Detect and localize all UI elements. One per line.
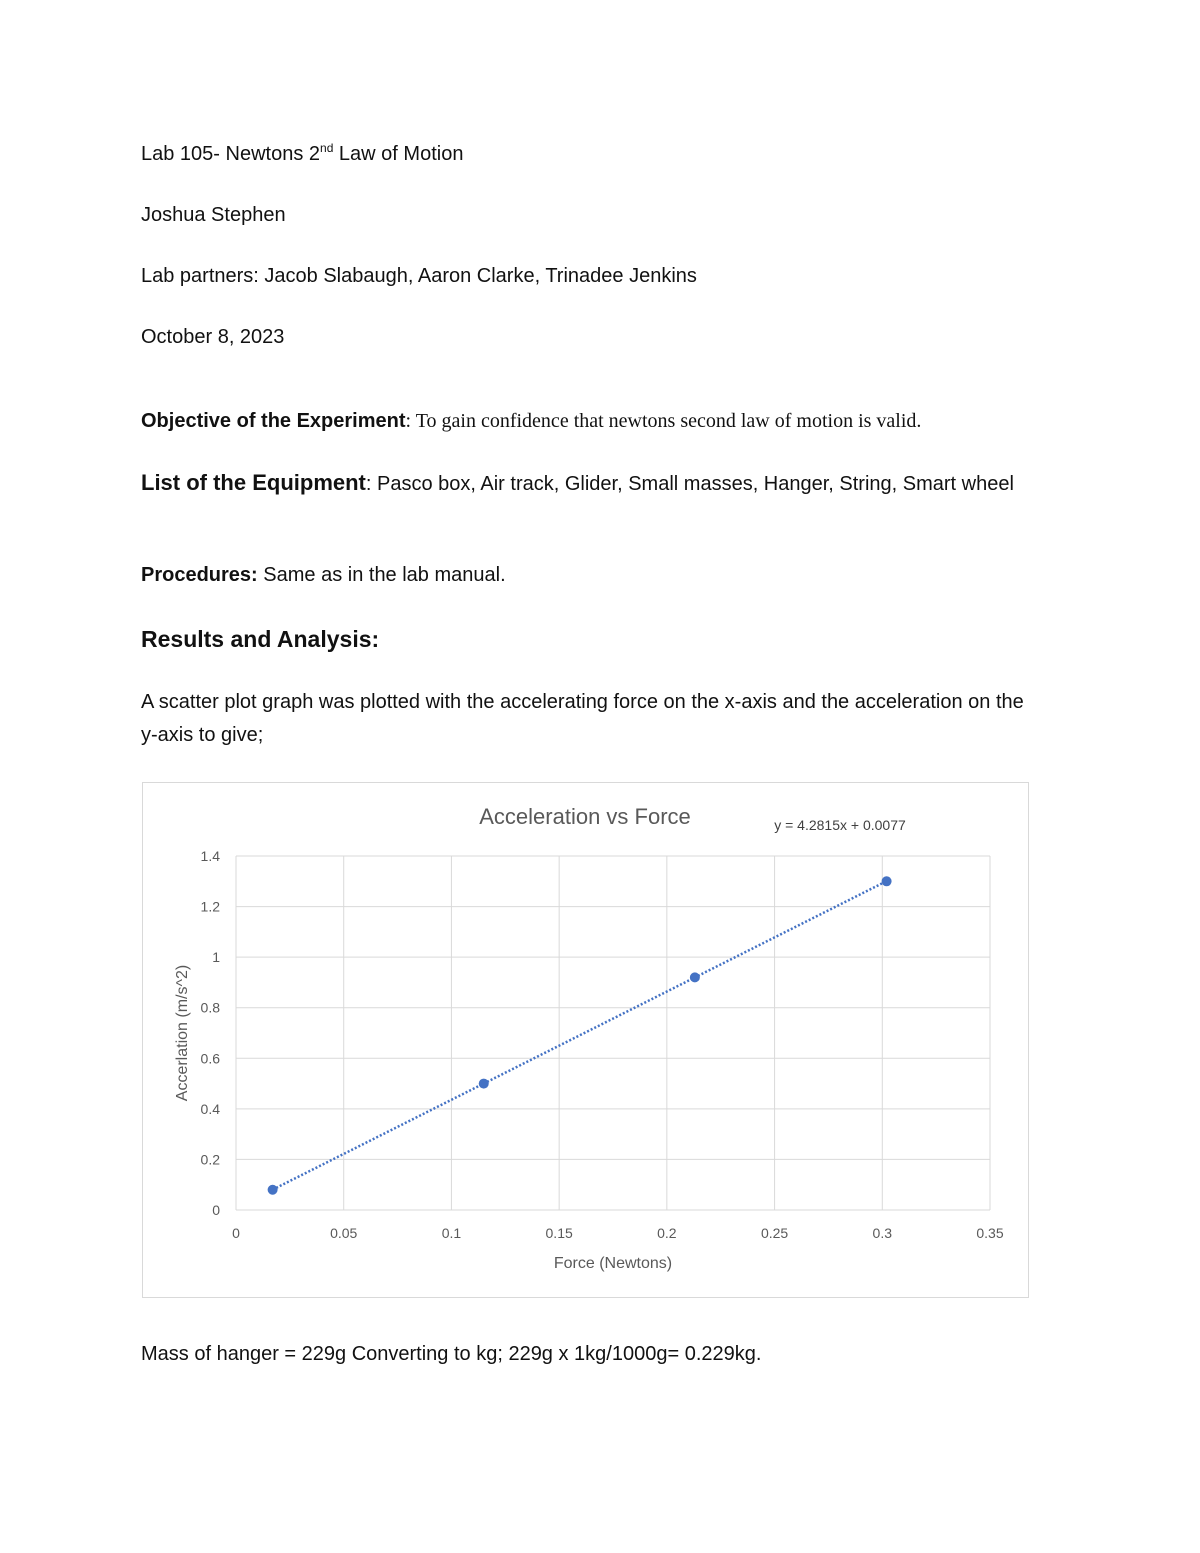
procedures-label: Procedures: — [141, 564, 258, 586]
procedures-text: Same as in the lab manual. — [257, 564, 506, 586]
x-tick-label: 0.3 — [872, 1225, 893, 1241]
lab-date: October 8, 2023 — [141, 326, 285, 348]
objective-line — [141, 410, 921, 433]
y-tick-label: 1.2 — [200, 898, 220, 915]
x-tick-label: 0.25 — [760, 1225, 789, 1241]
y-tick-label: 0.8 — [200, 999, 220, 1016]
author-name: Joshua Stephen — [141, 204, 286, 226]
lab-title-superscript: nd — [320, 141, 334, 155]
x-tick-label: 0 — [232, 1225, 240, 1241]
chart-points — [268, 876, 892, 1194]
equipment-label: List of the Equipment — [141, 470, 366, 495]
acceleration-force-chart — [143, 783, 1028, 1297]
data-point — [479, 1079, 489, 1089]
mass-of-hanger-line: Mass of hanger = 229g Converting to kg; 229g x 1kg/1000g= 0.229kg. — [141, 1343, 762, 1365]
lab-title-rest: Law of Motion — [333, 143, 464, 165]
lab-title — [141, 143, 463, 166]
trendline — [273, 881, 887, 1190]
x-tick-label: 0.15 — [545, 1225, 573, 1241]
y-tick-label: 0.6 — [200, 1050, 220, 1067]
x-tick-label: 0.35 — [976, 1225, 1004, 1241]
x-tick-label: 0.05 — [330, 1225, 358, 1241]
chart-trendline-layer — [273, 881, 887, 1190]
chart-title: Acceleration vs Force — [479, 804, 691, 829]
equipment-text: : Pasco box, Air track, Glider, Small masses, Hanger, String, Smart wheel — [365, 473, 1014, 495]
y-tick-label: 1.4 — [200, 848, 220, 864]
y-tick-label: 0 — [212, 1202, 220, 1218]
y-tick-label: 0.4 — [200, 1100, 220, 1117]
x-tick-label: 0.2 — [657, 1225, 677, 1241]
results-heading: Results and Analysis: — [141, 626, 380, 652]
procedures-line — [141, 564, 506, 587]
y-tick-label: 0.2 — [200, 1151, 220, 1168]
objective-text: : To gain confidence that newtons second law of motion is valid. — [405, 410, 922, 432]
data-point — [690, 972, 700, 982]
equipment-paragraph — [141, 466, 1041, 501]
trendline-equation: y = 4.2815x + 0.0077 — [774, 817, 906, 833]
results-paragraph: A scatter plot graph was plotted with the accelerating force on the x-axis and the acceleration on the y-axis to give; — [141, 691, 1024, 746]
data-point — [882, 876, 892, 886]
chart-grid — [236, 856, 990, 1210]
lab-title-main: Lab 105- Newtons 2 — [141, 143, 321, 165]
objective-label: Objective of the Experiment — [141, 410, 406, 432]
x-axis-label: Force (Newtons) — [553, 1255, 673, 1272]
x-tick-label: 0.1 — [441, 1225, 462, 1241]
data-point — [268, 1185, 278, 1195]
y-axis-label: Accerlation (m/s^2) — [174, 964, 191, 1102]
lab-partners: Lab partners: Jacob Slabaugh, Aaron Clarke, Trinadee Jenkins — [141, 265, 697, 287]
chart-container — [142, 782, 1029, 1298]
y-tick-label: 1 — [212, 949, 220, 966]
